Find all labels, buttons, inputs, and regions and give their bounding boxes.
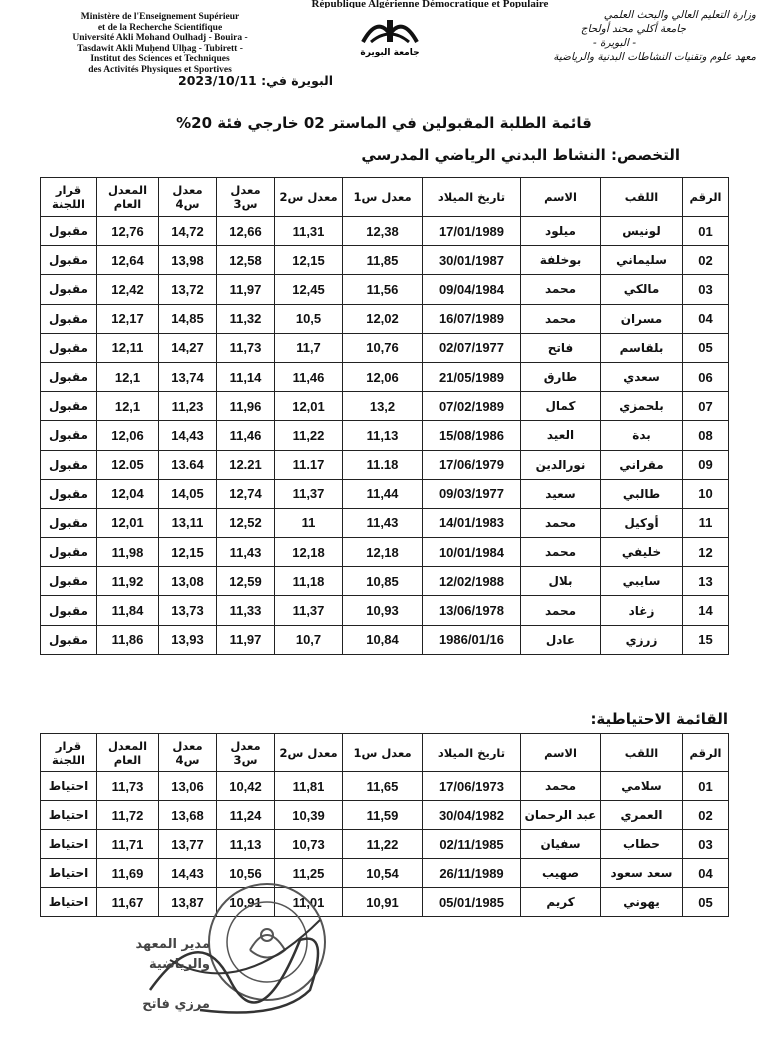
table-cell: نورالدين	[521, 450, 601, 479]
table-cell: 12,58	[217, 246, 275, 275]
table-cell: 04	[683, 304, 729, 333]
table-cell: 11	[275, 508, 343, 537]
fr-line: des Activités Physiques et Sportives	[88, 64, 232, 75]
table-row	[41, 830, 729, 859]
table-cell: 14,27	[159, 333, 217, 362]
table-cell: 16/07/1989	[423, 304, 521, 333]
table-cell: 11,65	[343, 772, 423, 801]
table-row	[41, 421, 729, 450]
table-cell: 04	[683, 859, 729, 888]
column-header: المعدل العام	[97, 178, 159, 217]
table-cell: 11,32	[217, 304, 275, 333]
table-cell: 11,85	[343, 246, 423, 275]
table-cell: 11,97	[217, 625, 275, 654]
column-header: تاريخ الميلاد	[423, 734, 521, 772]
column-header: الاسم	[521, 734, 601, 772]
table-cell: بوخلفة	[521, 246, 601, 275]
column-header: اللقب	[601, 178, 683, 217]
ar-line: معهد علوم وتقنيات النشاطات البدنية والرياضية	[553, 51, 756, 63]
table-cell: 12,76	[97, 217, 159, 246]
table-cell: 11,92	[97, 567, 159, 596]
fr-line: Ministère de l'Enseignement Supérieur	[80, 12, 240, 22]
table-cell: 10,73	[275, 830, 343, 859]
table-row	[41, 801, 729, 830]
column-header: معدل س3	[217, 734, 275, 772]
table-cell: صهيب	[521, 859, 601, 888]
table-cell: 05	[683, 888, 729, 917]
table-cell: 13,87	[159, 888, 217, 917]
table-cell: 13,08	[159, 567, 217, 596]
table-cell: 12,59	[217, 567, 275, 596]
table-cell: 17/06/1979	[423, 450, 521, 479]
table-cell: لونيس	[601, 217, 683, 246]
table-cell: 11,72	[97, 801, 159, 830]
table-row	[41, 275, 729, 304]
column-header: الرقم	[683, 178, 729, 217]
table-cell: 13,93	[159, 625, 217, 654]
table-cell: 10,7	[275, 625, 343, 654]
table-cell: 11,13	[343, 421, 423, 450]
column-header: تاريخ الميلاد	[423, 178, 521, 217]
column-header: معدل س4	[159, 178, 217, 217]
table-cell: 12,18	[275, 538, 343, 567]
table-cell: 11,43	[217, 538, 275, 567]
column-header: معدل س1	[343, 734, 423, 772]
table-cell: 13	[683, 567, 729, 596]
column-header: اللقب	[601, 734, 683, 772]
column-header: الاسم	[521, 178, 601, 217]
table-cell: 13,68	[159, 801, 217, 830]
signature-line: والرياضية	[148, 957, 210, 972]
table-cell: 02	[683, 801, 729, 830]
republic-header: République Algérienne Démocratique et Populaire	[311, 0, 549, 8]
table-cell: 12,01	[275, 392, 343, 421]
table-cell: 11,25	[275, 859, 343, 888]
table-row	[41, 859, 729, 888]
table-cell: 11,22	[275, 421, 343, 450]
column-header: معدل س3	[217, 178, 275, 217]
table-cell: بدة	[601, 421, 683, 450]
table-cell: 12,1	[97, 362, 159, 391]
table-cell: 11,18	[275, 567, 343, 596]
table-cell: مالكي	[601, 275, 683, 304]
table-cell: 08	[683, 421, 729, 450]
table-cell: 12,15	[275, 246, 343, 275]
table-cell: 09	[683, 450, 729, 479]
table-cell: مقبول	[41, 392, 97, 421]
signature-block	[60, 935, 210, 1015]
table-cell: أوكيل	[601, 508, 683, 537]
table-cell: 11,24	[217, 801, 275, 830]
table-row	[41, 392, 729, 421]
table-cell: 21/05/1989	[423, 362, 521, 391]
table-cell: 13.64	[159, 450, 217, 479]
table-cell: 14/01/1983	[423, 508, 521, 537]
table-cell: مقبول	[41, 450, 97, 479]
table-cell: سفيان	[521, 830, 601, 859]
table-row	[41, 567, 729, 596]
reserve-students-table	[40, 733, 729, 917]
table-cell: عبد الرحمان	[521, 801, 601, 830]
table-cell: 11,44	[343, 479, 423, 508]
table-cell: 12,04	[97, 479, 159, 508]
table-cell: 13,72	[159, 275, 217, 304]
document-date: البويرة في: 2023/10/11	[178, 73, 334, 88]
table-cell: مقبول	[41, 333, 97, 362]
table-cell: 10/01/1984	[423, 538, 521, 567]
table-cell: 13,11	[159, 508, 217, 537]
table-cell: 11,46	[275, 362, 343, 391]
arabic-header	[426, 8, 756, 64]
fr-line: et de la Recherche Scientifique	[97, 22, 223, 33]
table-cell: 03	[683, 830, 729, 859]
table-cell: كمال	[521, 392, 601, 421]
reserve-list-title: القائمة الاحتياطية:	[590, 710, 728, 728]
table-cell: 10,84	[343, 625, 423, 654]
table-cell: 14,43	[159, 859, 217, 888]
table-cell: مقبول	[41, 275, 97, 304]
table-cell: 10	[683, 479, 729, 508]
table-cell: سلامي	[601, 772, 683, 801]
table-header-row	[41, 178, 729, 217]
table-cell: 14,05	[159, 479, 217, 508]
table-cell: مقبول	[41, 508, 97, 537]
table-row	[41, 246, 729, 275]
table-cell: 12,74	[217, 479, 275, 508]
table-cell: 11,23	[159, 392, 217, 421]
table-cell: 12,45	[275, 275, 343, 304]
table-cell: 12.21	[217, 450, 275, 479]
table-cell: 11.18	[343, 450, 423, 479]
table-cell: 11,73	[97, 772, 159, 801]
table-row	[41, 362, 729, 391]
table-cell: 1986/01/16	[423, 625, 521, 654]
table-cell: 11.17	[275, 450, 343, 479]
table-cell: 11,69	[97, 859, 159, 888]
table-row	[41, 596, 729, 625]
french-header	[55, 12, 265, 76]
table-cell: احتياط	[41, 859, 97, 888]
table-cell: 11,59	[343, 801, 423, 830]
table-row	[41, 625, 729, 654]
table-cell: مقبول	[41, 538, 97, 567]
table-cell: 10,5	[275, 304, 343, 333]
table-cell: 11,22	[343, 830, 423, 859]
table-cell: 01	[683, 217, 729, 246]
table-cell: سليماني	[601, 246, 683, 275]
column-header: الرقم	[683, 734, 729, 772]
table-cell: خليفي	[601, 538, 683, 567]
table-row	[41, 333, 729, 362]
table-cell: 13,74	[159, 362, 217, 391]
table-cell: العيد	[521, 421, 601, 450]
table-cell: فاتح	[521, 333, 601, 362]
table-cell: 05	[683, 333, 729, 362]
column-header: معدل س2	[275, 178, 343, 217]
column-header: قرار اللجنة	[41, 734, 97, 772]
column-header: قرار اللجنة	[41, 178, 97, 217]
table-cell: 06	[683, 362, 729, 391]
table-cell: محمد	[521, 275, 601, 304]
table-cell: مسران	[601, 304, 683, 333]
table-cell: 10,76	[343, 333, 423, 362]
table-cell: 11,86	[97, 625, 159, 654]
table-cell: 11,97	[217, 275, 275, 304]
table-cell: 13,06	[159, 772, 217, 801]
fr-line: Institut des Sciences et Techniques	[90, 54, 230, 65]
table-cell: احتياط	[41, 830, 97, 859]
table-cell: محمد	[521, 538, 601, 567]
table-cell: 11,14	[217, 362, 275, 391]
table-cell: 11,98	[97, 538, 159, 567]
table-cell: 11,67	[97, 888, 159, 917]
table-cell: 02/07/1977	[423, 333, 521, 362]
table-cell: 11,81	[275, 772, 343, 801]
table-cell: كريم	[521, 888, 601, 917]
table-cell: 17/01/1989	[423, 217, 521, 246]
table-cell: 13,98	[159, 246, 217, 275]
column-header: معدل س4	[159, 734, 217, 772]
table-cell: احتياط	[41, 772, 97, 801]
table-row	[41, 304, 729, 333]
table-cell: 12,06	[97, 421, 159, 450]
table-cell: 11,33	[217, 596, 275, 625]
table-row	[41, 772, 729, 801]
table-cell: 11,13	[217, 830, 275, 859]
signature-line: مدير المعهد	[135, 937, 210, 952]
table-cell: 11,37	[275, 479, 343, 508]
table-cell: 07	[683, 392, 729, 421]
specialty-label: التخصص: النشاط البدني الرياضي المدرسي	[361, 146, 680, 164]
table-cell: 30/04/1982	[423, 801, 521, 830]
table-cell: 10,39	[275, 801, 343, 830]
table-cell: مقبول	[41, 596, 97, 625]
table-cell: 11,56	[343, 275, 423, 304]
table-cell: 12.05	[97, 450, 159, 479]
table-cell: بلقاسم	[601, 333, 683, 362]
table-cell: بلال	[521, 567, 601, 596]
table-cell: احتياط	[41, 888, 97, 917]
table-cell: 11,84	[97, 596, 159, 625]
table-cell: 14,85	[159, 304, 217, 333]
table-cell: 14,72	[159, 217, 217, 246]
table-row	[41, 479, 729, 508]
table-cell: 01	[683, 772, 729, 801]
fr-line: Université Akli Mohand Oulhadj - Bouira -	[72, 33, 248, 44]
table-cell: 11,71	[97, 830, 159, 859]
table-cell: محمد	[521, 508, 601, 537]
table-cell: 09/03/1977	[423, 479, 521, 508]
table-cell: مقبول	[41, 362, 97, 391]
table-cell: 10,42	[217, 772, 275, 801]
table-cell: 10,93	[343, 596, 423, 625]
table-cell: 12,02	[343, 304, 423, 333]
table-cell: 13,73	[159, 596, 217, 625]
table-cell: 09/04/1984	[423, 275, 521, 304]
table-cell: مقبول	[41, 479, 97, 508]
table-cell: 05/01/1985	[423, 888, 521, 917]
table-cell: 11,37	[275, 596, 343, 625]
table-cell: 12,66	[217, 217, 275, 246]
table-cell: 11,43	[343, 508, 423, 537]
table-cell: 14	[683, 596, 729, 625]
table-cell: مقبول	[41, 421, 97, 450]
table-cell: 10,56	[217, 859, 275, 888]
table-cell: 12,01	[97, 508, 159, 537]
table-cell: احتياط	[41, 801, 97, 830]
table-row	[41, 217, 729, 246]
table-cell: 12/02/1988	[423, 567, 521, 596]
table-cell: 10,91	[217, 888, 275, 917]
table-cell: محمد	[521, 596, 601, 625]
table-cell: 02	[683, 246, 729, 275]
signature-line: مرزي فاتح	[142, 997, 210, 1012]
table-cell: 15/08/1986	[423, 421, 521, 450]
table-cell: طارق	[521, 362, 601, 391]
table-cell: سايبي	[601, 567, 683, 596]
column-header: معدل س2	[275, 734, 343, 772]
table-cell: مقبول	[41, 246, 97, 275]
table-cell: العمري	[601, 801, 683, 830]
table-cell: 30/01/1987	[423, 246, 521, 275]
table-cell: سعد سعود	[601, 859, 683, 888]
table-cell: بلحمزي	[601, 392, 683, 421]
table-cell: 11,96	[217, 392, 275, 421]
table-cell: 12,1	[97, 392, 159, 421]
table-cell: 11,01	[275, 888, 343, 917]
logo-text: جامعة البويرة	[360, 48, 420, 58]
table-cell: 12	[683, 538, 729, 567]
table-cell: 15	[683, 625, 729, 654]
table-cell: 17/06/1973	[423, 772, 521, 801]
table-cell: 12,64	[97, 246, 159, 275]
table-cell: 14,43	[159, 421, 217, 450]
table-row	[41, 508, 729, 537]
table-cell: 12,18	[343, 538, 423, 567]
ar-line: جامعة أكلي محند أولحاج	[580, 23, 686, 35]
table-cell: عادل	[521, 625, 601, 654]
fr-line: Tasdawit Akli Muḥend Ulḥag - Tubirett -	[77, 43, 243, 54]
table-cell: سعيد	[521, 479, 601, 508]
table-cell: 10,85	[343, 567, 423, 596]
table-cell: 10,54	[343, 859, 423, 888]
table-cell: 26/11/1989	[423, 859, 521, 888]
table-row	[41, 450, 729, 479]
table-cell: 11,73	[217, 333, 275, 362]
page-title: قائمة الطلبة المقبولين في الماستر 02 خارجي فئة 20%	[176, 114, 592, 132]
table-cell: ميلود	[521, 217, 601, 246]
table-cell: يهوني	[601, 888, 683, 917]
table-cell: مقراني	[601, 450, 683, 479]
table-cell: 12,38	[343, 217, 423, 246]
table-cell: 12,42	[97, 275, 159, 304]
table-cell: محمد	[521, 304, 601, 333]
table-cell: 13,77	[159, 830, 217, 859]
table-cell: 12,11	[97, 333, 159, 362]
table-cell: مقبول	[41, 625, 97, 654]
table-cell: 02/11/1985	[423, 830, 521, 859]
table-row	[41, 538, 729, 567]
table-cell: مقبول	[41, 304, 97, 333]
table-cell: 12,06	[343, 362, 423, 391]
ar-line: - البويرة -	[592, 37, 636, 49]
table-cell: طالبي	[601, 479, 683, 508]
table-cell: 10,91	[343, 888, 423, 917]
table-cell: 12,52	[217, 508, 275, 537]
university-logo	[357, 12, 423, 58]
column-header: المعدل العام	[97, 734, 159, 772]
accepted-students-table	[40, 177, 729, 655]
table-cell: زغاد	[601, 596, 683, 625]
table-cell: مقبول	[41, 567, 97, 596]
ar-line: وزارة التعليم العالي والبحث العلمي	[603, 9, 756, 21]
table-cell: 12,17	[97, 304, 159, 333]
table-header-row	[41, 734, 729, 772]
table-cell: 03	[683, 275, 729, 304]
table-cell: 11,31	[275, 217, 343, 246]
table-cell: محمد	[521, 772, 601, 801]
table-cell: زرزي	[601, 625, 683, 654]
table-cell: 11,7	[275, 333, 343, 362]
table-cell: 12,15	[159, 538, 217, 567]
table-cell: حطاب	[601, 830, 683, 859]
table-cell: 13,2	[343, 392, 423, 421]
column-header: معدل س1	[343, 178, 423, 217]
table-cell: 13/06/1978	[423, 596, 521, 625]
table-cell: مقبول	[41, 217, 97, 246]
table-cell: سعدي	[601, 362, 683, 391]
table-cell: 11	[683, 508, 729, 537]
table-cell: 07/02/1989	[423, 392, 521, 421]
table-cell: 11,46	[217, 421, 275, 450]
